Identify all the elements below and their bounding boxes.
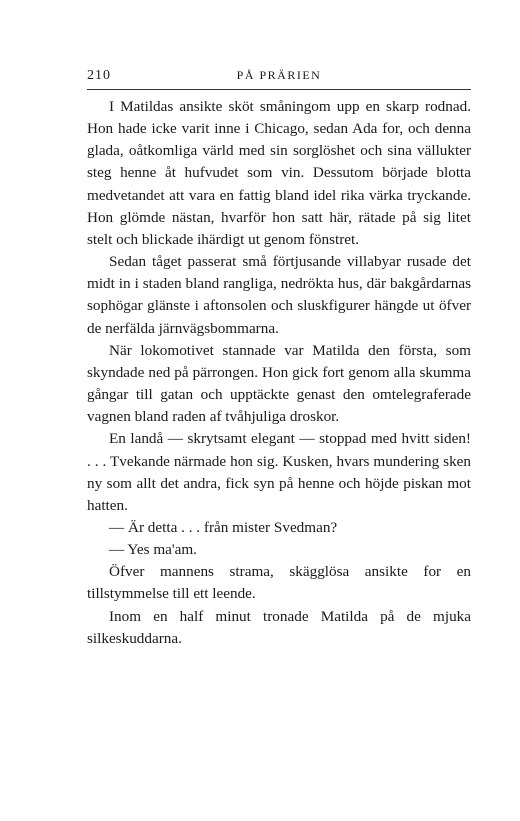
paragraph: När lokomotivet stannade var Matilda den första, som skyndade ned på pärrongen. Hon gick fort genom alla skumma gångar till gatan och upptäckte genast den omtelegraferade vagnen bland raden af tvåhjuliga droskor.: [87, 341, 471, 426]
paragraph: I Matildas ansikte sköt småningom upp en skarp rodnad. Hon hade icke varit inne i Chicago, sedan Ada for, och denna glada, oåtkomliga värld med sin sorglöshet och sina vällukter steg henne åt hufvudet som vin. Dessutom började blotta medvetandet att vara en fattig bland idel rika värka tryckande. Hon glömde nästan, hvarför hon satt här, rätade på sig litet stelt och blickade ihärdigt ut genom fönstret.: [87, 98, 471, 248]
paragraph: — Är detta . . . från mister Svedman?: [109, 518, 338, 536]
page-number: 210: [87, 68, 111, 83]
paragraph: En landå — skrytsamt elegant — stoppad med hvitt siden! . . . Tvekande närmade hon sig. Kusken, hvars mundering sken ny som allt det andra, fick syn på henne och höjde piskan mot hatten.: [87, 430, 471, 514]
paragraph: Öfver mannens strama, skägglösa ansikte for en tillstymmelse till ett leende.: [87, 563, 471, 603]
paragraph: — Yes ma'am.: [109, 541, 197, 559]
page-header: [87, 68, 471, 88]
paragraph: Inom en half minut tronade Matilda på de mjuka silkeskuddarna.: [87, 607, 471, 647]
running-head: PÅ PRÄRIEN: [236, 68, 322, 82]
header-rule: [87, 89, 471, 90]
paragraph: Sedan tåget passerat små förtjusande villabyar rusade det midt in i staden bland rangliga, nedrökta hus, där bakgårdarnas sophögar glänste i aftonsolen och sluskfigurer hängde ut öfver de nerfälda järnvägsbommarna.: [87, 253, 471, 337]
body-text: [87, 96, 471, 650]
